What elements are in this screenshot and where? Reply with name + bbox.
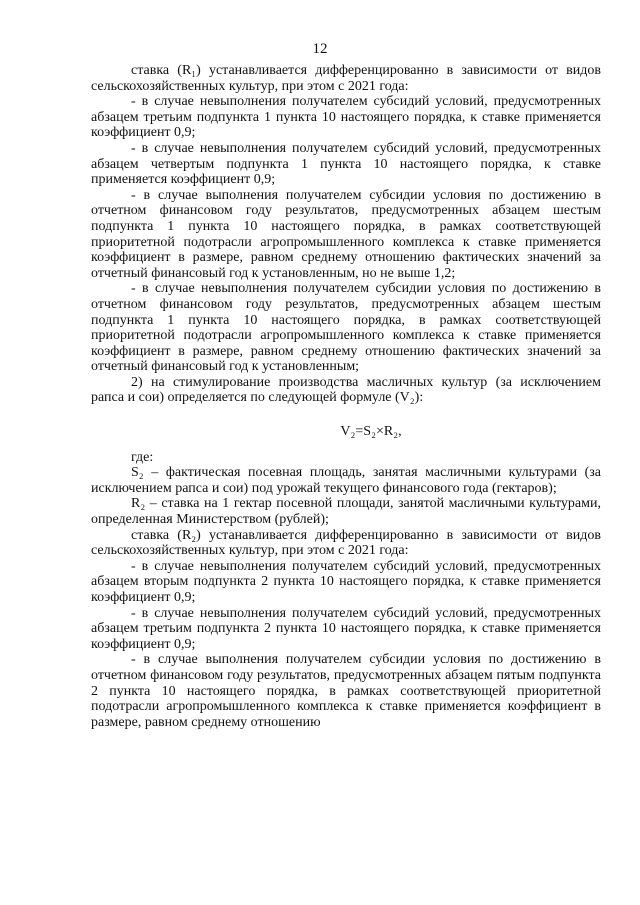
paragraph-rate-r1: ставка (R₁) устанавливается дифференцированно в зависимости от видов сельскохозяйственных культур, при этом с 2021 года:: [91, 63, 601, 94]
paragraph-bullet-7: - в случае выполнения получателем субсидии условия по достижению в отчетном финансовом году результатов, предусмотренных абзацем пятым подпункта 2 пункта 10 настоящего порядка, в рамках соответствующей приоритетной подотрасли агропромышленного комплекса к ставке применяется коэффициент в размере, равном среднему отношению: [91, 652, 601, 730]
paragraph-bullet-2: - в случае невыполнения получателем субсидий условий, предусмотренных абзацем четвертым подпункта 1 пункта 10 настоящего порядка, к ставке применяется коэффициент 0,9;: [91, 140, 601, 188]
paragraph-bullet-3: - в случае выполнения получателем субсидии условия по достижению в отчетном финансовом году результатов, предусмотренных абзацем шестым подпункта 1 пункта 10 настоящего порядка, в рамках соответствующей приоритетной подотрасли агропромышленного комплекса к ставке применяется коэффициент в размере, равном среднему отношению фактических значений за отчетный финансовый год к установленным, но не выше 1,2;: [91, 187, 601, 281]
where-label: где:: [131, 449, 154, 465]
paragraph-bullet-5: - в случае невыполнения получателем субсидий условий, предусмотренных абзацем вторым подпункта 2 пункта 10 настоящего порядка, к ставке применяется коэффициент 0,9;: [91, 558, 601, 605]
paragraph-item-2: 2) на стимулирование производства масличных культур (за исключением рапса и сои) определяется по следующей формуле (V₂):: [91, 374, 601, 406]
paragraph-bullet-4: - в случае невыполнения получателем субсидии условия по достижению в отчетном финансовом году результатов, предусмотренных абзацем шестым подпункта 1 пункта 10 настоящего порядка, в рамках соответствующей приоритетной подотрасли агропромышленного комплекса к ставке применяется коэффициент в размере, равном среднему отношению фактических значений за отчетный финансовый год к установленным;: [91, 281, 601, 375]
paragraph-definition-s2: S₂ – фактическая посевная площадь, занятая масличными культурами (за исключением рапса и сои) под урожай текущего финансового года (гектаров);: [91, 465, 601, 496]
paragraph-definition-r2: R₂ – ставка на 1 гектар посевной площади, занятой масличными культурами, определенная Министерством (рублей);: [91, 496, 601, 528]
page-number: 12: [312, 41, 328, 57]
paragraph-bullet-6: - в случае невыполнения получателем субсидий условий, предусмотренных абзацем третьим подпункта 2 пункта 10 настоящего порядка, к ставке применяется коэффициент 0,9;: [91, 605, 601, 652]
paragraph-rate-r2: ставка (R₂) устанавливается дифференцированно в зависимости от видов сельскохозяйственных культур, при этом с 2021 года:: [91, 527, 601, 559]
paragraph-bullet-1: - в случае невыполнения получателем субсидий условий, предусмотренных абзацем третьим подпункта 1 пункта 10 настоящего порядка, к ставке применяется коэффициент 0,9;: [91, 94, 601, 141]
formula: V₂=S₂×R₂,: [340, 424, 402, 440]
document-body: [91, 63, 601, 730]
